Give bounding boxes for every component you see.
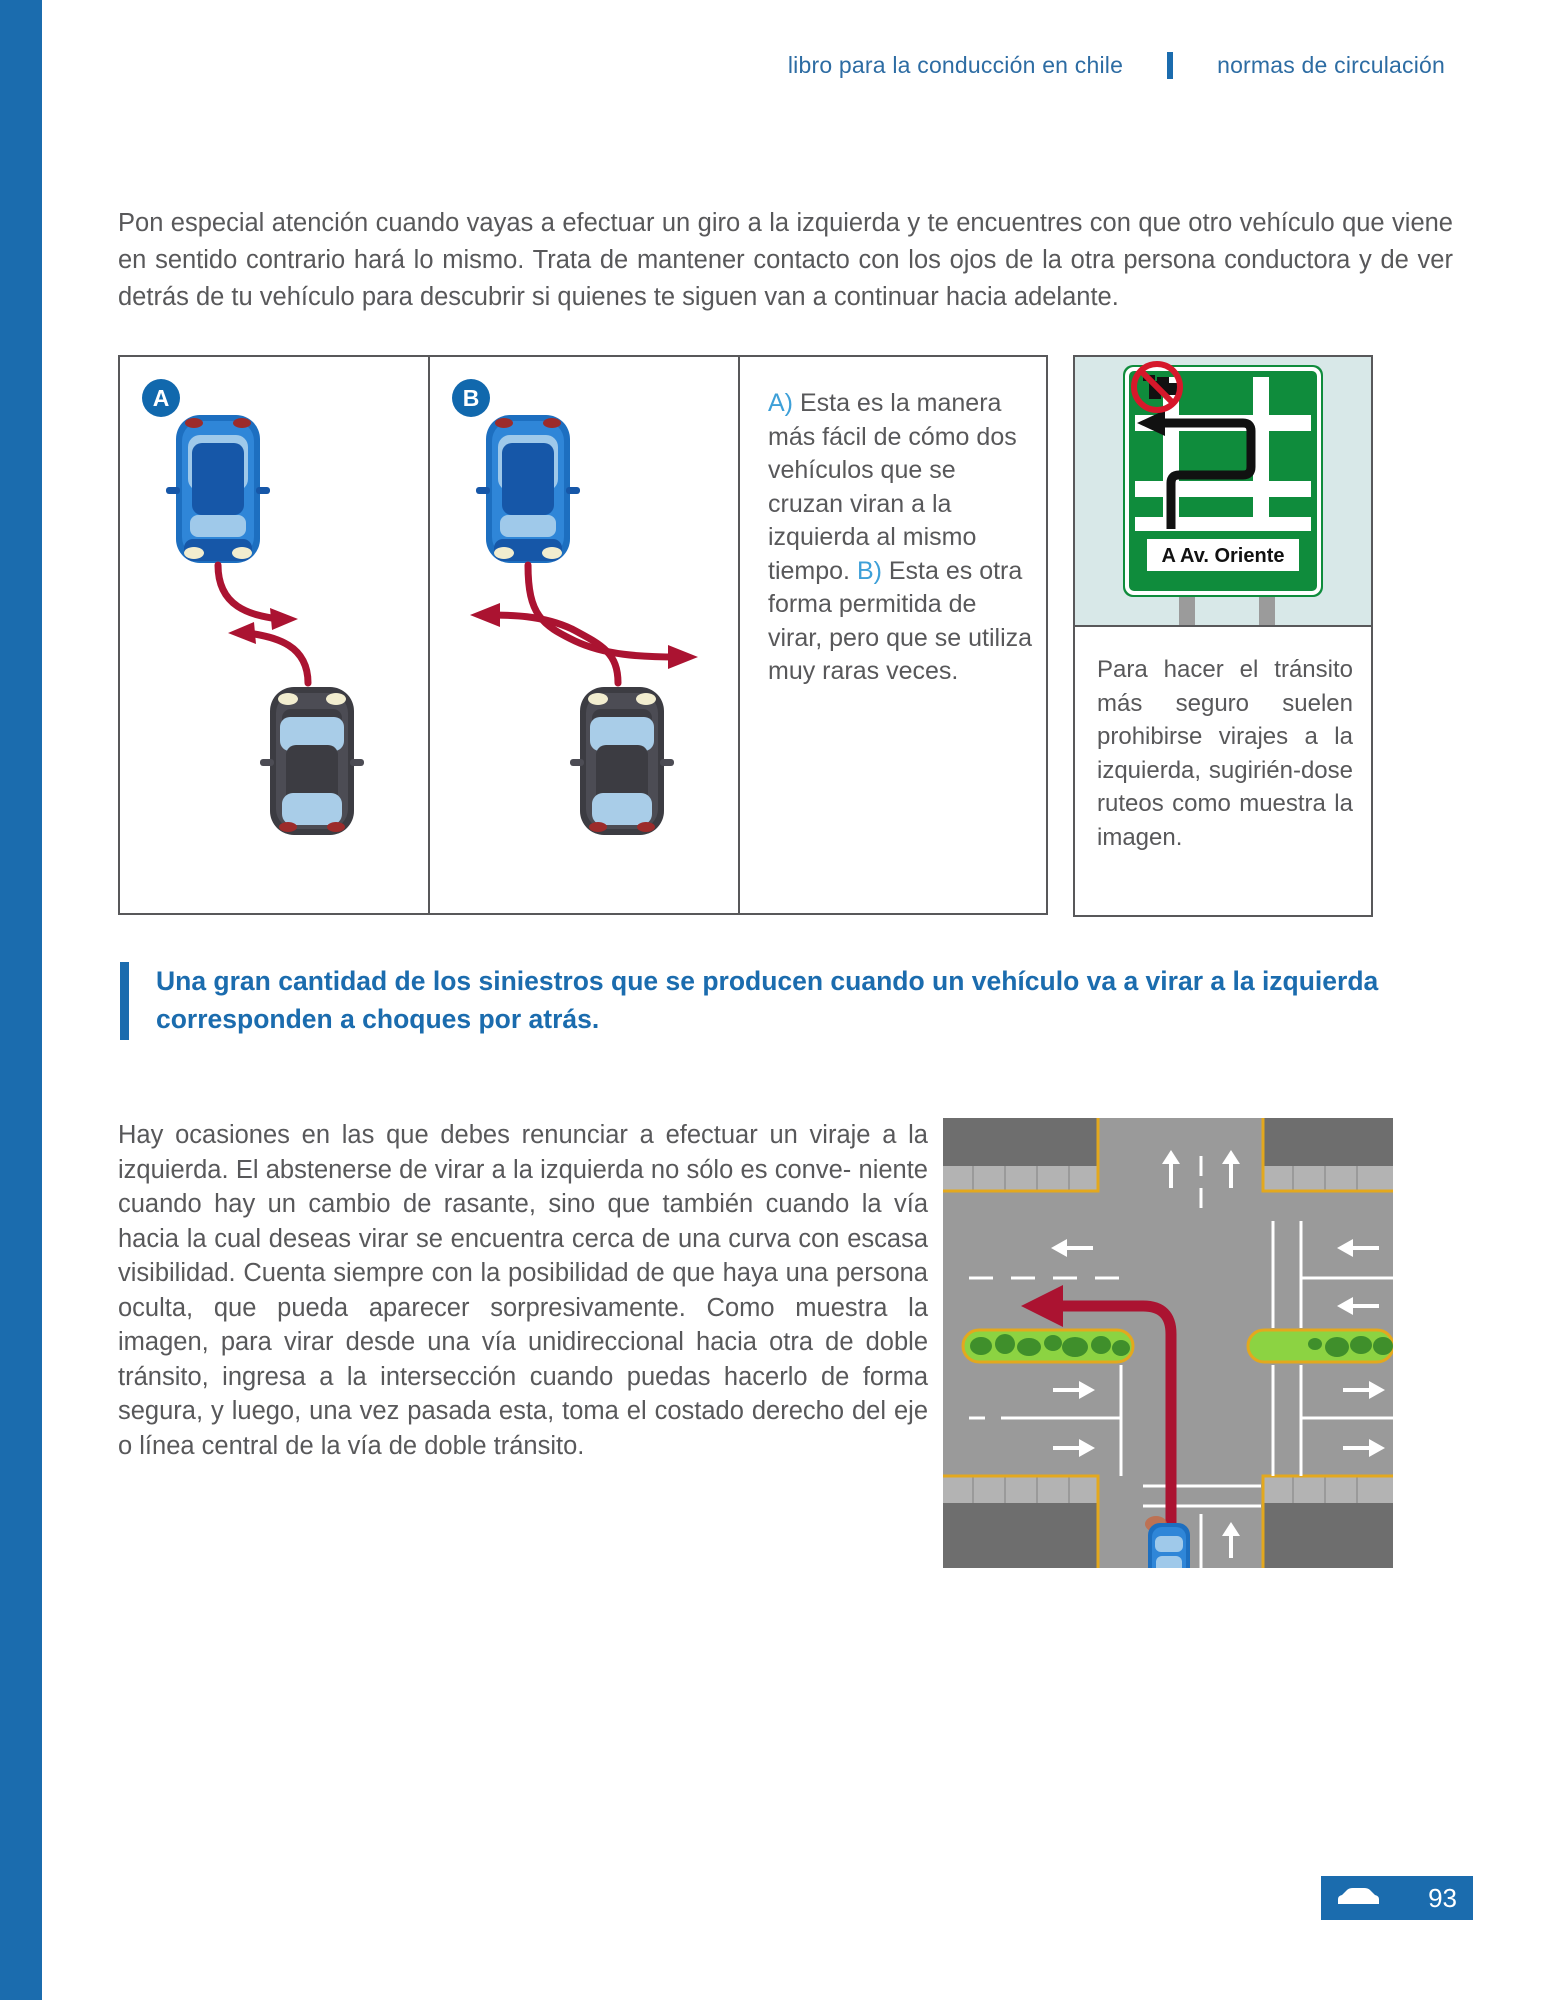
page-header [0,52,1545,79]
panel-b-illustration [430,357,738,913]
turn-arrows [218,565,308,683]
callout-text: Una gran cantidad de los siniestros que se producen cuando un vehículo va a virar a la izquierda corresponden a choques por atrás. [156,966,1379,1034]
panel-a-illustration [120,357,428,913]
panel-b-badge: B [452,379,490,417]
sign-column [1073,355,1373,915]
header-section-title: normas de circulación [1217,52,1445,78]
sign-plate-text: A Av. Oriente [1161,545,1285,567]
arrow-head-right [668,645,698,669]
dark-car-bottom [570,687,674,835]
page-number: 93 [1428,1882,1457,1913]
arrow-head-left [470,603,500,627]
panel-a [120,357,430,913]
blue-car-top [476,415,580,563]
median-left [963,1330,1133,1362]
caption-label-a: A) [768,389,793,417]
road-sign-illustration [1075,357,1371,625]
intro-paragraph: Pon especial atención cuando vayas a efectuar un giro a la izquierda y te encuentres con que otro vehículo que viene en sentido contrario hará lo mismo. Trata de mantener contacto con los ojos de la otra persona conductora y de ver detrás de tu vehículo para descubrir si quienes te siguen van a continuar hacia adelante. [118,209,1453,311]
two-panel-figure [118,355,1048,915]
caption-text-b: Esta es otra forma permitida de virar, pero que se utiliza muy raras veces. [768,556,1033,685]
intersection-diagram [943,1118,1393,1568]
caption-text-a: Esta es la manera más fácil de cómo dos vehículos que se cruzan viran a la izquierda al mismo tiempo. [768,389,1017,585]
lower-paragraph: Hay ocasiones en las que debes renunciar a efectuar un viraje a la izquierda. El abstenerse de virar a la izquierda no sólo es conve- niente cuando hay un cambio de rasante, sino que también cuando la vía hacia la cual deseas virar se encuentra cerca de una curva con escasa visibilidad. Cuenta siempre con la posibilidad de que haya una persona oculta, que pueda aparecer sorpresivamente. Como muestra la imagen, para virar desde una vía unidireccional hacia otra de doble tránsito, ingresa a la intersección cuando puedas hacerlo de forma segura, y luego, una vez pasada esta, toma el costado derecho del eje o línea central de la vía de doble tránsito. [118,1121,928,1460]
sign-caption: Para hacer el tránsito más seguro suelen prohibirse virajes a la izquierda, sugirién-dose ruteos como muestra la imagen. [1073,627,1373,917]
dark-car-bottom [260,687,364,835]
header-separator-icon [1167,52,1173,79]
arrow-head-right [270,608,298,630]
callout-accent-bar [120,962,129,1040]
intersection-illustration [943,1118,1393,1568]
median-right [1248,1330,1393,1362]
car-icon [1335,1887,1381,1909]
turn-arrows [488,565,678,683]
arrow-head-left [228,622,256,644]
blue-car-top [166,415,270,563]
highlight-callout [120,962,1410,1040]
left-edge-bar [0,0,42,2000]
page-number-badge [1321,1876,1473,1920]
header-book-title: libro para la conducción en chile [787,52,1124,78]
figure-caption [740,357,1046,913]
panel-b [430,357,740,913]
road-sign-image [1073,355,1373,627]
caption-label-b: B) [856,556,882,585]
panel-a-badge: A [142,379,180,417]
